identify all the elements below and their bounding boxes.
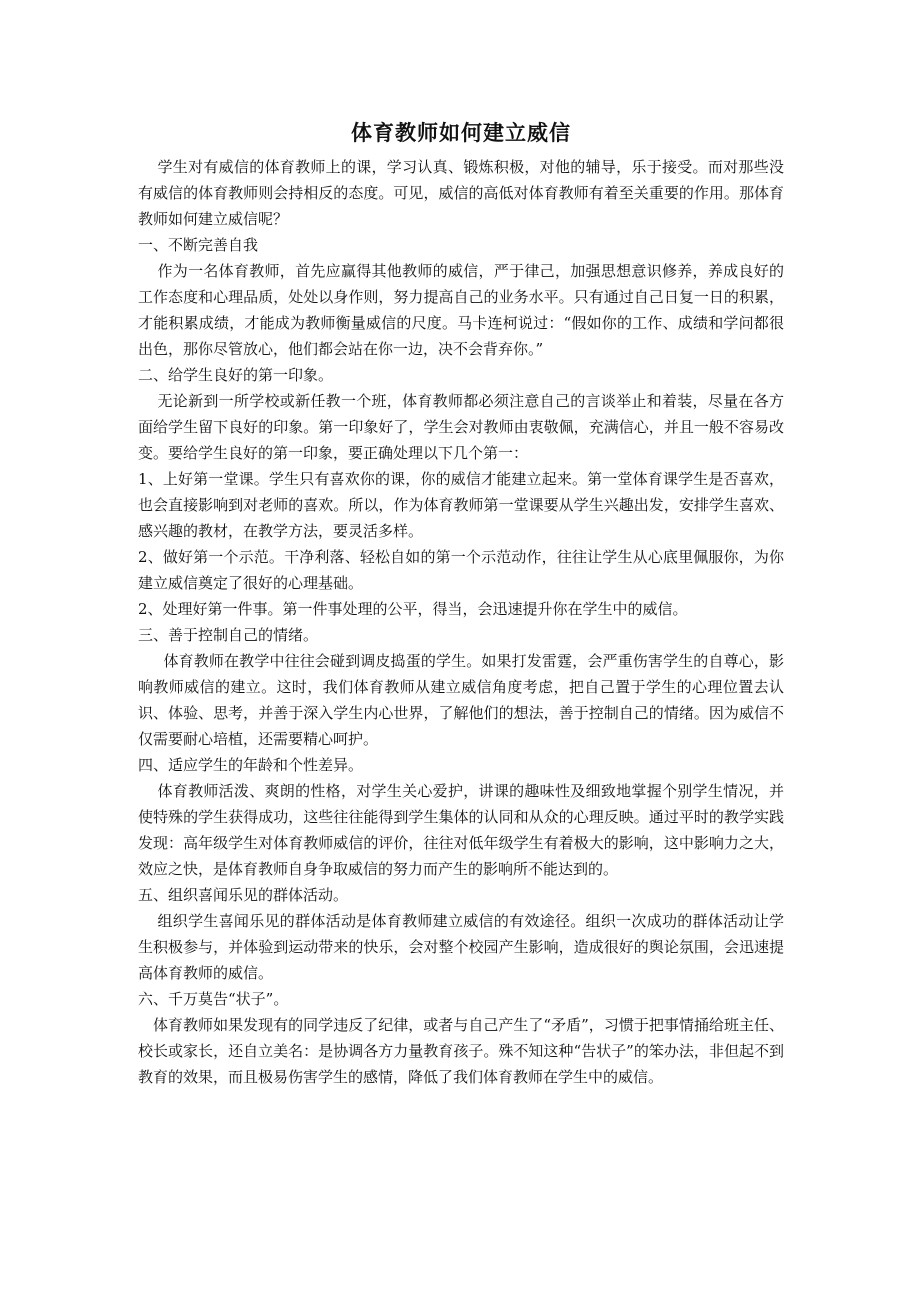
body-paragraph: 学生对有威信的体育教师上的课，学习认真、锻炼积极，对他的辅导，乐于接受。而对那些没有威信的体育教师则会持相反的态度。可见，威信的高低对体育教师有着至关重要的作用。那体育教师如何建立威信呢？ bbox=[138, 158, 784, 228]
section-line: 五、组织喜闻乐见的群体活动。 bbox=[138, 886, 349, 904]
body-paragraph: 组织学生喜闻乐见的群体活动是体育教师建立威信的有效途径。组织一次成功的群体活动让学生积极参与，并体验到运动带来的快乐，会对整个校园产生影响，造成很好的舆论氛围，会迅速提高体育教师的威信。 bbox=[138, 912, 784, 982]
section-line: 一、不断完善自我 bbox=[138, 236, 259, 254]
body-paragraph: 作为一名体育教师，首先应赢得其他教师的威信，严于律己，加强思想意识修养，养成良好的工作态度和心理品质，处处以身作则，努力提高自己的业务水平。只有通过自己日复一日的积累，才能积累成绩，才能成为教师衡量威信的尺度。马卡连柯说过：“假如你的工作、成绩和学问都很出色，那你尽管放心，他们都会站在你一边，决不会背弃你。” bbox=[138, 262, 784, 358]
body-paragraph: 无论新到一所学校或新任教一个班，体育教师都必须注意自己的言谈举止和着装，尽量在各方面给学生留下良好的印象。第一印象好了，学生会对教师由衷敬佩，充满信心，并且一般不容易改变。要给学生良好的第一印象，要正确处理以下几个第一： bbox=[138, 392, 784, 462]
section-line: 六、千万莫告“状子”。 bbox=[138, 990, 289, 1008]
section-line: 2、做好第一个示范。干净利落、轻松自如的第一个示范动作，往往让学生从心底里佩服你，为你建立威信奠定了很好的心理基础。 bbox=[138, 548, 784, 592]
section-line: 2、处理好第一件事。第一件事处理的公平，得当，会迅速提升你在学生中的威信。 bbox=[138, 600, 688, 618]
section-line: 三、善于控制自己的情绪。 bbox=[138, 626, 319, 644]
body-paragraph: 体育教师如果发现有的同学违反了纪律，或者与自己产生了“矛盾”，习惯于把事情捅给班主任、校长或家长，还自立美名：是协调各方力量教育孩子。殊不知这种“告状子”的笨办法，非但起不到教育的效果，而且极易伤害学生的感情，降低了我们体育教师在学生中的威信。 bbox=[138, 1016, 784, 1086]
document-page bbox=[138, 118, 784, 1090]
section-line: 四、适应学生的年龄和个性差异。 bbox=[138, 756, 364, 774]
body-paragraph: 体育教师在教学中往往会碰到调皮捣蛋的学生。如果打发雷霆，会严重伤害学生的自尊心，影响教师威信的建立。这时，我们体育教师从建立威信角度考虑，把自己置于学生的心理位置去认识、体验、思考，并善于深入学生内心世界，了解他们的想法，善于控制自己的情绪。因为威信不仅需要耐心培植，还需要精心呵护。 bbox=[138, 652, 784, 748]
document-body bbox=[138, 154, 784, 1090]
document-title: 体育教师如何建立威信 bbox=[351, 121, 571, 145]
body-paragraph: 体育教师活泼、爽朗的性格，对学生关心爱护，讲课的趣味性及细致地掌握个别学生情况，并使特殊的学生获得成功，这些往往能得到学生集体的认同和从众的心理反映。通过平时的教学实践发现：高年级学生对体育教师威信的评价，往往对低年级学生有着极大的影响，这中影响力之大，效应之快，是体育教师自身争取威信的努力而产生的影响所不能达到的。 bbox=[138, 782, 784, 878]
section-line: 二、给学生良好的第一印象。 bbox=[138, 366, 334, 384]
section-line: 1、上好第一堂课。学生只有喜欢你的课，你的威信才能建立起来。第一堂体育课学生是否喜欢，也会直接影响到对老师的喜欢。所以，作为体育教师第一堂课要从学生兴趣出发，安排学生喜欢、感兴趣的教材，在教学方法，要灵活多样。 bbox=[138, 470, 784, 540]
